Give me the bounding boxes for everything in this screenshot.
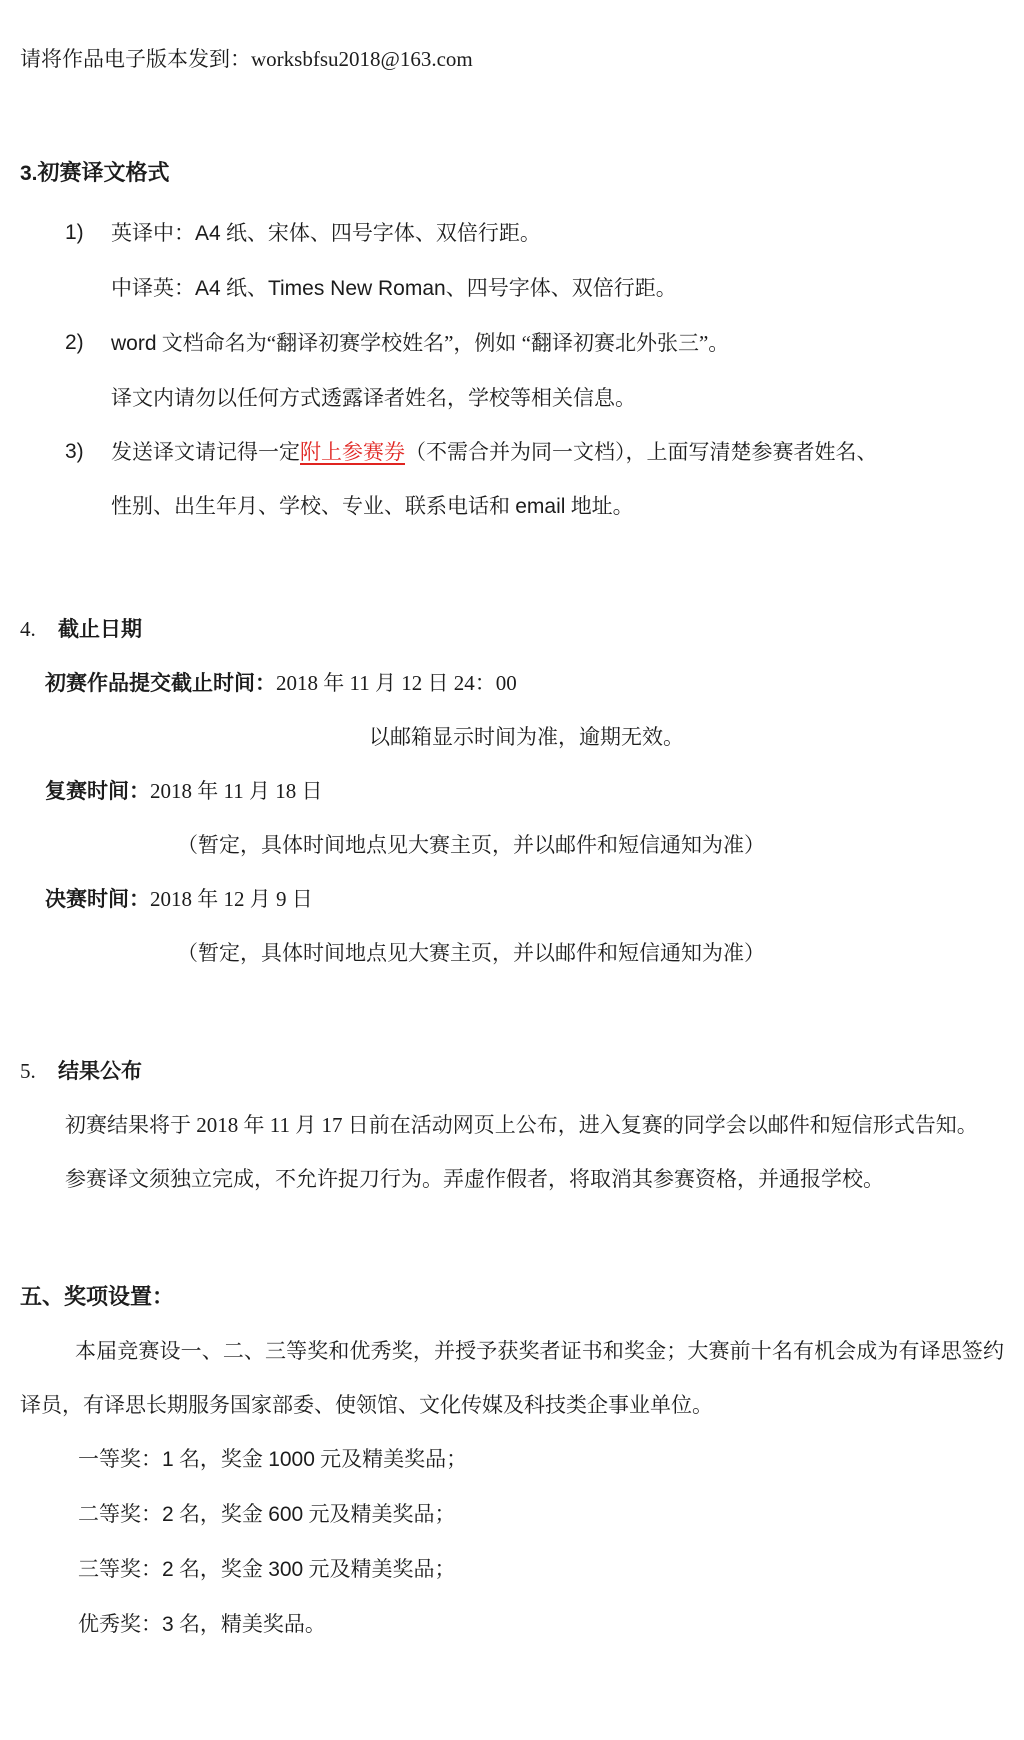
section4-heading-number: 4.: [20, 617, 36, 641]
format-item-2-line2: 译文内请勿以任何方式透露译者姓名，学校等相关信息。: [111, 386, 636, 410]
prize-second: 二等奖：2 名，奖金 600 元及精美奖品；: [78, 1502, 456, 1526]
format-item-3-line1: 发送译文请记得一定附上参赛券（不需合并为同一文档），上面写清楚参赛者姓名、: [111, 440, 878, 464]
results-paragraph: 初赛结果将于 2018 年 11 月 17 日前在活动网页上公布，进入复赛的同学会以邮件和短信形式告知。: [65, 1113, 978, 1137]
submission-email-label: 请将作品电子版本发到：: [20, 47, 251, 71]
list-number-3: 3): [65, 440, 84, 463]
prize-third: 三等奖：2 名，奖金 300 元及精美奖品；: [78, 1557, 456, 1581]
section5-heading: [20, 1057, 1004, 1085]
format-item-3: [20, 438, 1004, 466]
semifinal-value: 2018 年 11 月 18 日: [150, 779, 323, 803]
format-item-3-line2: 性别、出生年月、学校、专业、联系电话和 email 地址。: [111, 494, 634, 518]
semifinal-label: 复赛时间：: [45, 779, 150, 803]
final-label: 决赛时间：: [45, 887, 150, 911]
list-number-1: 1): [65, 221, 84, 244]
deadline-value: 2018 年 11 月 12 日 24：00: [276, 671, 517, 695]
semifinal-note: （暂定，具体时间地点见大赛主页，并以邮件和短信通知为准）: [177, 833, 765, 857]
integrity-paragraph: 参赛译文须独立完成，不允许捉刀行为。弄虚作假者，将取消其参赛资格，并通报学校。: [65, 1167, 884, 1191]
final-value: 2018 年 12 月 9 日: [150, 887, 313, 911]
section3-heading-text: 初赛译文格式: [37, 160, 170, 185]
section4-heading: [20, 615, 1004, 643]
format-item-2-line1: word 文档命名为“翻译初赛学校姓名”，例如 “翻译初赛北外张三”。: [111, 331, 730, 355]
section3-heading: [20, 159, 1004, 188]
deadline-label: 初赛作品提交截止时间：: [45, 671, 276, 695]
section3-heading-number: 3.: [20, 162, 38, 185]
format-item-1-line1: 英译中：A4 纸、宋体、四号字体、双倍行距。: [111, 221, 541, 245]
section4-heading-text: 截止日期: [58, 617, 142, 641]
deadline-line: [45, 669, 1004, 697]
prize-excellence: 优秀奖：3 名，精美奖品。: [78, 1612, 326, 1636]
section5-heading-text: 结果公布: [58, 1059, 142, 1083]
submission-email-line: [20, 45, 1004, 73]
format-item-1-line2: 中译英：A4 纸、Times New Roman、四号字体、双倍行距。: [111, 276, 677, 300]
prize-first: 一等奖：1 名，奖金 1000 元及精美奖品；: [78, 1447, 468, 1471]
list-number-2: 2): [65, 331, 84, 354]
format-item-1: [20, 219, 1004, 248]
deadline-note: 以邮箱显示时间为准，逾期无效。: [369, 725, 684, 749]
final-line: [45, 885, 1004, 913]
awards-intro-paragraph: 本届竞赛设一、二、三等奖和优秀奖，并授予获奖者证书和奖金；大赛前十名有机会成为有译思签约译员，有译思长期服务国家部委、使领馆、文化传媒及科技类企事业单位。: [20, 1339, 1004, 1417]
format-item-2: [20, 329, 1004, 358]
semifinal-line: [45, 777, 1004, 805]
section5-heading-number: 5.: [20, 1059, 36, 1083]
submission-email-address: worksbfsu2018@163.com: [251, 47, 473, 71]
awards-heading: 五、奖项设置：: [20, 1284, 175, 1309]
attach-entry-ticket-link[interactable]: 附上参赛券: [300, 440, 405, 464]
final-note: （暂定，具体时间地点见大赛主页，并以邮件和短信通知为准）: [177, 941, 765, 965]
